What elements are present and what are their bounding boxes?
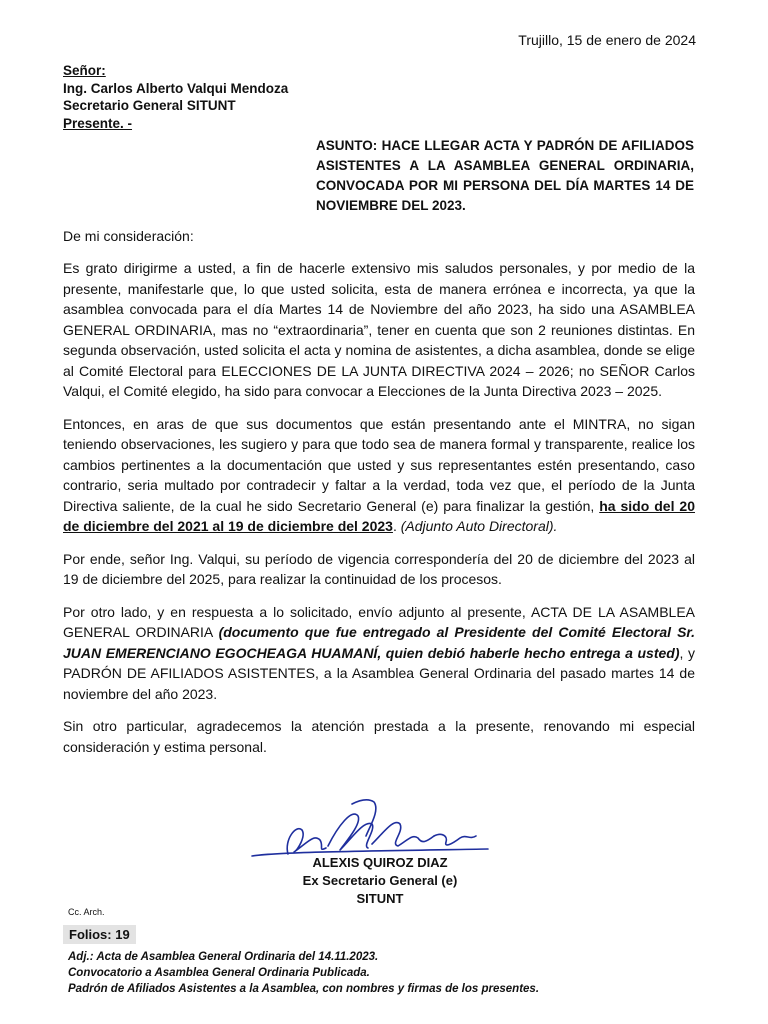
paragraph-4-end: , y PADRÓN DE AFILIADOS ASISTENTES, a la Asamblea General Ordinaria del pasado martes 14 de noviembre del año 2023. (63, 644, 696, 702)
paragraph-4 (63, 602, 695, 705)
attachments-list (68, 949, 539, 997)
term-period-highlight: ha sido del 20 de diciembre del 2021 al 19 de diciembre del 2023 (63, 497, 695, 534)
paragraph-2-text: Entonces, en aras de que sus documentos que están presentando ante el MINTRA, no sigan teniendo observaciones, les sugiero y para que todo sea de manera formal y transparente, realice los cambios pertinentes a la documentación que usted y sus representantes estén presentando, caso contrario, seria multado por contradecir y faltar a la verdad, toda vez que, el período de la Junta Directiva saliente, de la cual he sido Secretario General (e) para finalizar la gestión, (63, 415, 695, 514)
salutation: Señor: (63, 63, 106, 78)
subject-line: ASUNTO: HACE LLEGAR ACTA Y PADRÓN DE AFILIADOS ASISTENTES A LA ASAMBLEA GENERAL ORDINARIA, CONVOCADA POR MI PERSONA DEL DÍA MARTES 14 DE NOVIEMBRE DEL 2023. (316, 138, 694, 213)
folios-badge: Folios: 19 (63, 925, 136, 944)
paragraph-3: Por ende, señor Ing. Valqui, su período de vigencia correspondería del 20 de diciembre del 2023 al 19 de diciembre del 2025, para realizar la continuidad de los procesos. (63, 550, 695, 587)
attachment-item: Convocatorio a Asamblea General Ordinaria Publicada. (68, 967, 370, 979)
cc-archive: Cc. Arch. (68, 907, 105, 917)
presente-label: Presente. - (63, 115, 133, 131)
signer-organization: SITUNT (356, 891, 404, 906)
addressee-name: Ing. Carlos Alberto Valqui Mendoza (63, 80, 289, 96)
paragraph-2 (63, 414, 695, 537)
paragraph-5: Sin otro particular, agradecemos la atención prestada a la presente, renovando mi especial consideración y estima personal. (63, 718, 695, 755)
signer-block (255, 854, 505, 908)
letter-body (63, 258, 695, 769)
signer-name: ALEXIS QUIROZ DIAZ (312, 855, 448, 870)
addressee-block (63, 62, 288, 132)
paragraph-1: Es grato dirigirme a usted, a fin de hacerle extensivo mis saludos personales, y por medio de la presente, manifestarle que, lo que usted solicita, esta de manera errónea e incorrecta, ya que la asamblea convocada para el día Martes 14 de Noviembre del año 2023, ha sido una ASAMBLEA GENERAL ORDINARIA, mas no “extraordinaria”, tener en cuenta que son 2 reuniones distintas. En segunda observación, usted solicita el acta y nomina de asistentes, a dicha asamblea, donde se elige al Comité Electoral para ELECCIONES DE LA JUNTA DIRECTIVA 2024 – 2026; no SEÑOR Carlos Valqui, el Comité elegido, ha sido para convocar a Elecciones de la Junta Directiva 2023 – 2025. (63, 260, 695, 399)
greeting: De mi consideración: (63, 228, 194, 244)
paragraph-4-text: Por otro lado, y en respuesta a lo solicitado, envío adjunto al presente, ACTA DE LA ASAMBLEA GENERAL ORDINARIA (63, 603, 695, 640)
attachment-note: (Adjunto Auto Directoral). (400, 518, 558, 534)
attachment-item: Adj.: Acta de Asamblea General Ordinaria del 14.11.2023. (68, 951, 379, 963)
attachment-item: Padrón de Afiliados Asistentes a la Asamblea, con nombres y firmas de los presentes. (68, 983, 540, 995)
addressee-position: Secretario General SITUNT (63, 98, 236, 113)
delivery-note: (documento que fue entregado al Presidente del Comité Electoral Sr. JUAN EMERENCIANO EGOCHEAGA HUAMANÍ, quien debió haberle hecho entrega a usted) (63, 624, 695, 661)
paragraph-2-punct: . (392, 518, 401, 534)
letter-date: Trujillo, 15 de enero de 2024 (518, 32, 696, 48)
signer-title: Ex Secretario General (e) (302, 873, 458, 888)
